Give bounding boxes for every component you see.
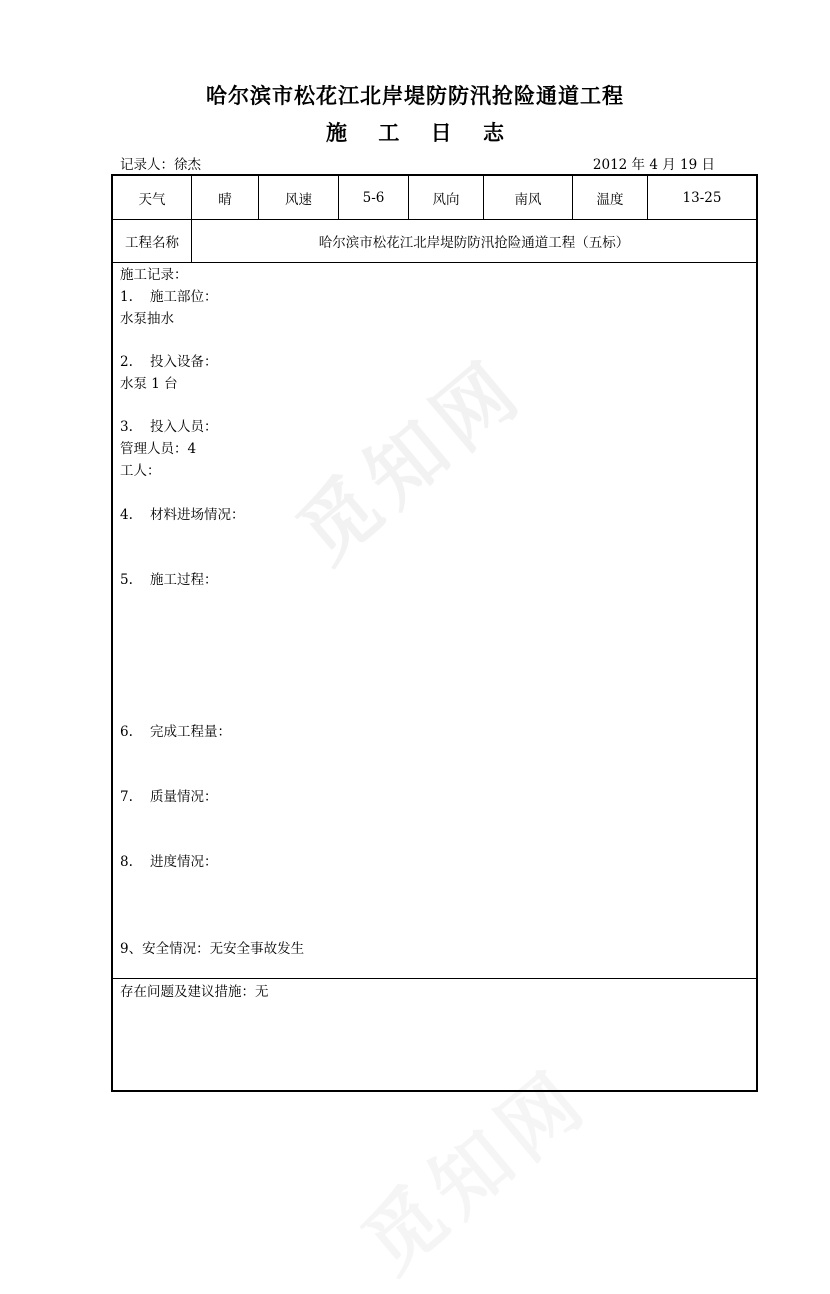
project-name-label: 工程名称 (125, 235, 179, 251)
section-1-value: 水泵抽水 (120, 311, 174, 327)
wind-direction-label: 风向 (432, 191, 460, 208)
section-5-label: 5. 施工过程： (120, 572, 218, 588)
watermark: 觅知网 (281, 342, 542, 581)
row-divider (113, 978, 756, 979)
weather-value: 晴 (218, 191, 232, 208)
recorder: 记录人：徐杰 (120, 157, 201, 173)
section-9-safety: 9、安全情况：无安全事故发生 (120, 941, 305, 957)
wind-speed-label: 风速 (285, 191, 312, 208)
section-4-label: 4. 材料进场情况： (120, 507, 245, 523)
wind-direction-value: 南风 (514, 191, 542, 208)
section-3-label: 3. 投入人员： (120, 419, 218, 435)
temperature-value: 13-25 (682, 189, 722, 206)
section-3-workers: 工人： (120, 463, 161, 479)
section-7-label: 7. 质量情况： (120, 789, 218, 805)
section-2-label: 2. 投入设备： (120, 354, 218, 370)
section-1-label: 1. 施工部位： (120, 289, 218, 305)
temperature-label: 温度 (596, 191, 624, 208)
weather-label: 天气 (138, 191, 166, 208)
log-table (111, 174, 758, 1092)
section-8-label: 8. 进度情况： (120, 854, 218, 870)
issues-and-suggestions: 存在问题及建议措施：无 (120, 984, 269, 1000)
record-heading: 施工记录： (120, 267, 188, 283)
document-title: 哈尔滨市松花江北岸堤防防汛抢险通道工程 (206, 83, 624, 108)
document-subtitle: 施 工 日 志 (326, 120, 516, 145)
section-2-value: 水泵 1 台 (120, 376, 178, 392)
log-date: 2012 年 4 月 19 日 (592, 157, 715, 173)
row-divider (113, 262, 756, 263)
wind-speed-value: 5-6 (362, 189, 385, 206)
section-3-managers: 管理人员：4 (120, 441, 197, 457)
project-name-value: 哈尔滨市松花江北岸堤防防汛抢险通道工程（五标） (318, 235, 630, 251)
section-6-label: 6. 完成工程量： (120, 724, 232, 740)
